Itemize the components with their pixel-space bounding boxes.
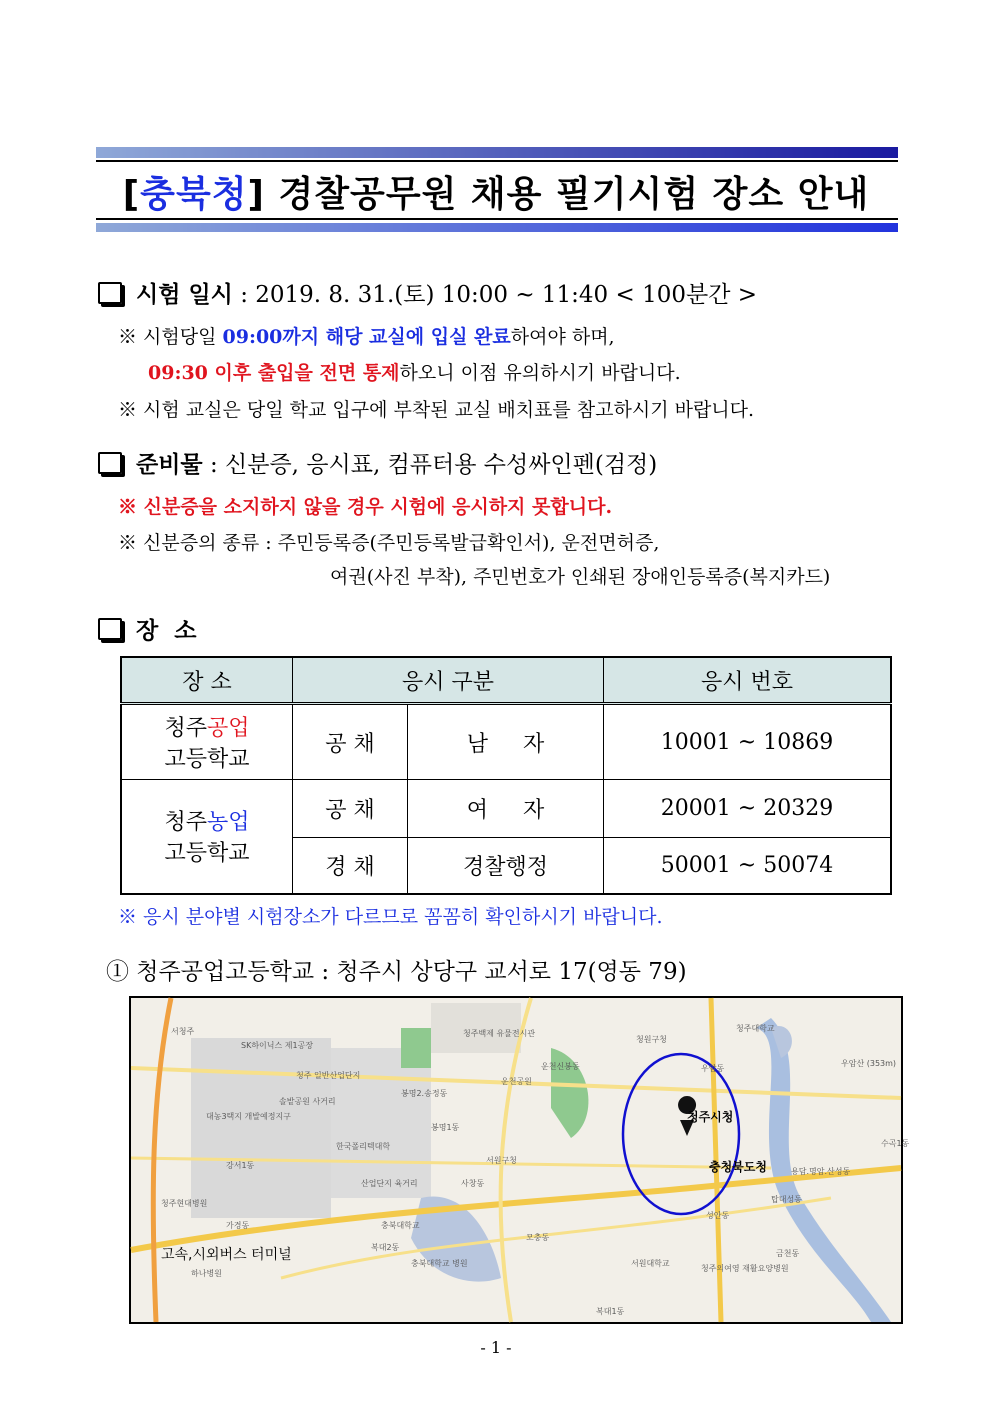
- title-bar-bottom: [96, 223, 898, 232]
- map-label: 봉명1동: [431, 1123, 460, 1132]
- map-label: 강서1동: [226, 1161, 255, 1170]
- location-map[interactable]: [129, 996, 910, 1324]
- school1-address: ① 청주공업고등학교 : 청주시 상당구 교서로 17(영동 79): [106, 959, 687, 985]
- map-label: 복대2동: [371, 1243, 400, 1252]
- row-division: 여 자: [408, 780, 604, 838]
- checkbox-icon: [98, 282, 122, 304]
- section-place: 장 소: [98, 612, 196, 645]
- row-division: 경찰행정: [408, 838, 604, 894]
- map-label: 성안동: [706, 1211, 730, 1220]
- map-label: 청주 일반산업단지: [296, 1071, 361, 1080]
- checkbox-icon: [98, 452, 122, 474]
- divider: [96, 218, 898, 220]
- map-label: 충북대학교 병원: [411, 1259, 468, 1268]
- map-label: 서원대학교: [631, 1259, 670, 1268]
- checkbox-icon: [98, 618, 122, 640]
- map-label: 산업단지 육거리: [361, 1179, 418, 1188]
- map-label: 대농3택지 개발예정지구: [206, 1112, 291, 1121]
- header-place: 장 소: [121, 657, 293, 704]
- map-label: 사창동: [461, 1179, 485, 1188]
- row-range: 50001 ~ 50074: [604, 838, 892, 894]
- map-label: 충북대학교: [381, 1221, 420, 1230]
- map-label: 청주의여영 재활요양병원: [701, 1264, 789, 1273]
- section-date: 시험 일시 : 2019. 8. 31.(토) 10:00 ~ 11:40 < 100분간 >: [98, 276, 757, 309]
- map-label: 서원구청: [486, 1156, 517, 1165]
- map-label: 솔밭공원 사거리: [279, 1097, 336, 1106]
- exam-location-table: [120, 656, 892, 895]
- map-label: 청주백제 유물전시관: [463, 1029, 536, 1038]
- map-label: 서청주: [171, 1027, 195, 1036]
- id-types-2: 여권(사진 부착), 주민번호가 인쇄된 장애인등록증(복지카드): [330, 566, 831, 588]
- id-warning: ※ 신분증을 소지하지 않을 경우 시험에 응시하지 못합니다.: [118, 496, 613, 518]
- row-type: 경 채: [293, 838, 408, 894]
- map-label: 운천공원: [501, 1077, 532, 1086]
- map-label: 운천신봉동: [541, 1062, 580, 1071]
- map-label: 청원구청: [636, 1035, 667, 1044]
- header-number: 응시 번호: [604, 657, 892, 704]
- province-label: 충청북도청: [709, 1160, 767, 1174]
- row-division: 남 자: [408, 704, 604, 780]
- page-title: [충북청] 경찰공무원 채용 필기시험 장소 안내: [122, 174, 870, 215]
- school-cheongju-technical: 청주공업 고등학교: [121, 704, 293, 780]
- date-note-1: ※ 시험당일 09:00까지 해당 교실에 입실 완료하여야 하며,: [118, 326, 615, 348]
- terminal-label: 고속,시외버스 터미널: [161, 1247, 292, 1263]
- map-label: 우암산 (353m): [841, 1059, 897, 1068]
- divider: [96, 160, 898, 162]
- map-label: 복대1동: [596, 1307, 625, 1316]
- row-type: 공 채: [293, 780, 408, 838]
- id-types-1: ※ 신분증의 종류 : 주민등록증(주민등록발급확인서), 운전면허증,: [118, 532, 660, 554]
- row-type: 공 채: [293, 704, 408, 780]
- map-label: 모충동: [526, 1233, 550, 1242]
- header-category: 응시 구분: [293, 657, 604, 704]
- row-range: 10001 ~ 10869: [604, 704, 892, 780]
- date-note-3: ※ 시험 교실은 당일 학교 입구에 부착된 교실 배치표를 참고하시기 바랍니다.: [118, 399, 755, 421]
- row-range: 20001 ~ 20329: [604, 780, 892, 838]
- map-label: 수곡1동: [881, 1139, 910, 1148]
- map-label: 가경동: [226, 1221, 250, 1230]
- map-label: 탑대성동: [771, 1195, 802, 1204]
- map-label: 한국폴리텍대학: [336, 1142, 391, 1151]
- page-number: - 1 -: [480, 1338, 512, 1357]
- map-label: 금천동: [776, 1249, 800, 1258]
- map-label: SK하이닉스 제1공장: [241, 1041, 314, 1050]
- date-note-2: 09:30 이후 출입을 전면 통제하오니 이점 유의하시기 바랍니다.: [148, 362, 681, 384]
- table-note: ※ 응시 분야별 시험장소가 다르므로 꼼꼼히 확인하시기 바랍니다.: [118, 906, 663, 928]
- city-hall-label: 청주시청: [687, 1110, 734, 1124]
- map-label: 용담.명암.산성동: [791, 1167, 851, 1176]
- map-label: 청주대학교: [736, 1024, 775, 1033]
- section-items: 준비물 : 신분증, 응시표, 컴퓨터용 수성싸인펜(검정): [98, 446, 657, 479]
- school-cheongju-agricultural: 청주농업 고등학교: [121, 780, 293, 894]
- map-label: 봉명2.송정동: [401, 1089, 448, 1098]
- map-label: 청주현대병원: [161, 1199, 208, 1208]
- title-bar-top: [96, 147, 898, 158]
- map-label: 하나병원: [191, 1269, 222, 1278]
- map-label: 우암동: [701, 1064, 725, 1073]
